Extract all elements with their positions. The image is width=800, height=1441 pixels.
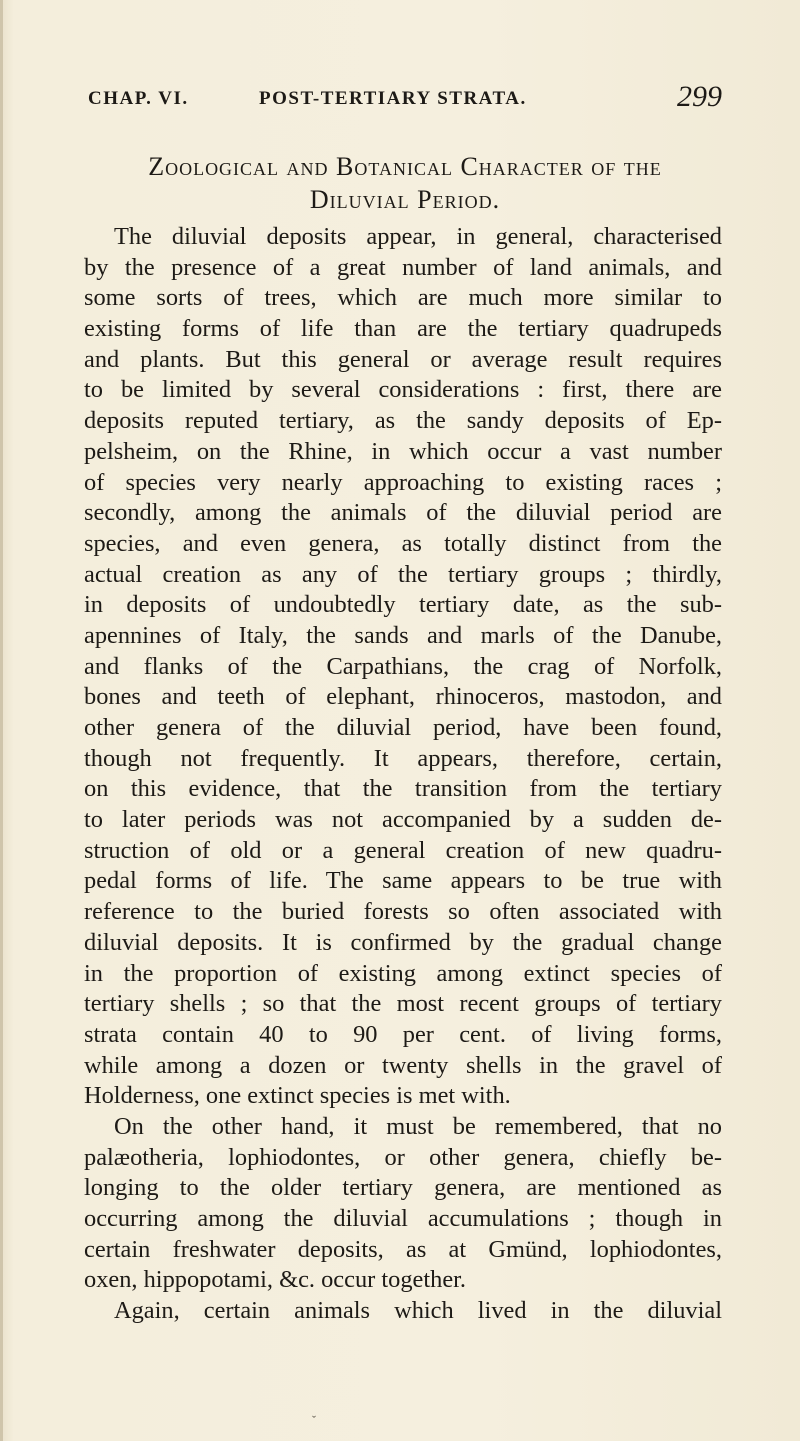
- text-line: diluvial deposits. It is confirmed by the gradual change: [84, 928, 722, 956]
- text-line: pedal forms of life. The same appears to be true with: [84, 867, 722, 895]
- text-line: actual creation as any of the tertiary groups ; thirdly,: [84, 560, 722, 588]
- text-line: struction of old or a general creation of new quadru-: [84, 836, 722, 864]
- text-line: longing to the older tertiary genera, are mentioned as: [84, 1174, 722, 1202]
- text-line: on this evidence, that the transition from the tertiary: [84, 775, 722, 803]
- print-speck: ˬ: [312, 1404, 316, 1418]
- text-line: species, and even genera, as totally distinct from the: [84, 529, 722, 557]
- text-line: deposits reputed tertiary, as the sandy deposits of Ep-: [84, 407, 722, 435]
- text-line: strata contain 40 to 90 per cent. of living forms,: [84, 1020, 722, 1048]
- text-line: though not frequently. It appears, therefore, certain,: [84, 744, 722, 772]
- section-heading: [80, 150, 730, 216]
- text-line: and flanks of the Carpathians, the crag of Norfolk,: [84, 652, 722, 680]
- text-line: existing forms of life than are the tertiary quadrupeds: [84, 315, 722, 343]
- text-line: in deposits of undoubtedly tertiary date, as the sub-: [84, 591, 722, 619]
- text-line: by the presence of a great number of land animals, and: [84, 253, 722, 281]
- page-edge: [0, 0, 3, 1441]
- section-heading-line-2: Diluvial Period.: [309, 185, 501, 214]
- section-heading-line-1: Zoological and Botanical Character of the: [148, 152, 662, 181]
- text-line: Holderness, one extinct species is met with.: [84, 1082, 511, 1110]
- text-line: apennines of Italy, the sands and marls of the Danube,: [84, 621, 722, 649]
- text-line: tertiary shells ; so that the most recent groups of tertiary: [84, 990, 722, 1018]
- running-title: POST-TERTIARY STRATA.: [259, 88, 527, 109]
- text-line: occurring among the diluvial accumulations ; though in: [84, 1205, 722, 1232]
- text-line: secondly, among the animals of the diluvial period are: [84, 499, 722, 527]
- text-line: while among a dozen or twenty shells in the gravel of: [84, 1051, 722, 1079]
- text-line: On the other hand, it must be remembered, that no: [114, 1112, 722, 1140]
- text-line: The diluvial deposits appear, in general, characterised: [114, 223, 722, 250]
- text-line: to be limited by several considerations : first, there are: [84, 376, 722, 404]
- text-line: certain freshwater deposits, as at Gmünd, lophiodontes,: [84, 1235, 722, 1263]
- body-text: [84, 222, 722, 1327]
- text-line: oxen, hippopotami, &c. occur together.: [84, 1266, 467, 1294]
- chapter-label: CHAP. VI.: [88, 88, 189, 109]
- text-line: pelsheim, on the Rhine, in which occur a vast number: [84, 437, 722, 465]
- text-line: palæotheria, lophiodontes, or other genera, chiefly be-: [84, 1143, 722, 1171]
- text-line: reference to the buried forests so often associated with: [84, 898, 722, 926]
- page-number: 299: [677, 80, 722, 113]
- running-head: [88, 80, 722, 114]
- text-line: and plants. But this general or average result requires: [84, 345, 722, 373]
- text-line: in the proportion of existing among extinct species of: [84, 959, 722, 987]
- text-line: some sorts of trees, which are much more similar to: [84, 284, 722, 312]
- text-line: bones and teeth of elephant, rhinoceros, mastodon, and: [84, 683, 722, 711]
- text-line: to later periods was not accompanied by a sudden de-: [84, 806, 722, 834]
- text-line: of species very nearly approaching to existing races ;: [84, 468, 722, 496]
- text-line: other genera of the diluvial period, have been found,: [84, 714, 722, 741]
- text-line: Again, certain animals which lived in the diluvial: [114, 1297, 722, 1325]
